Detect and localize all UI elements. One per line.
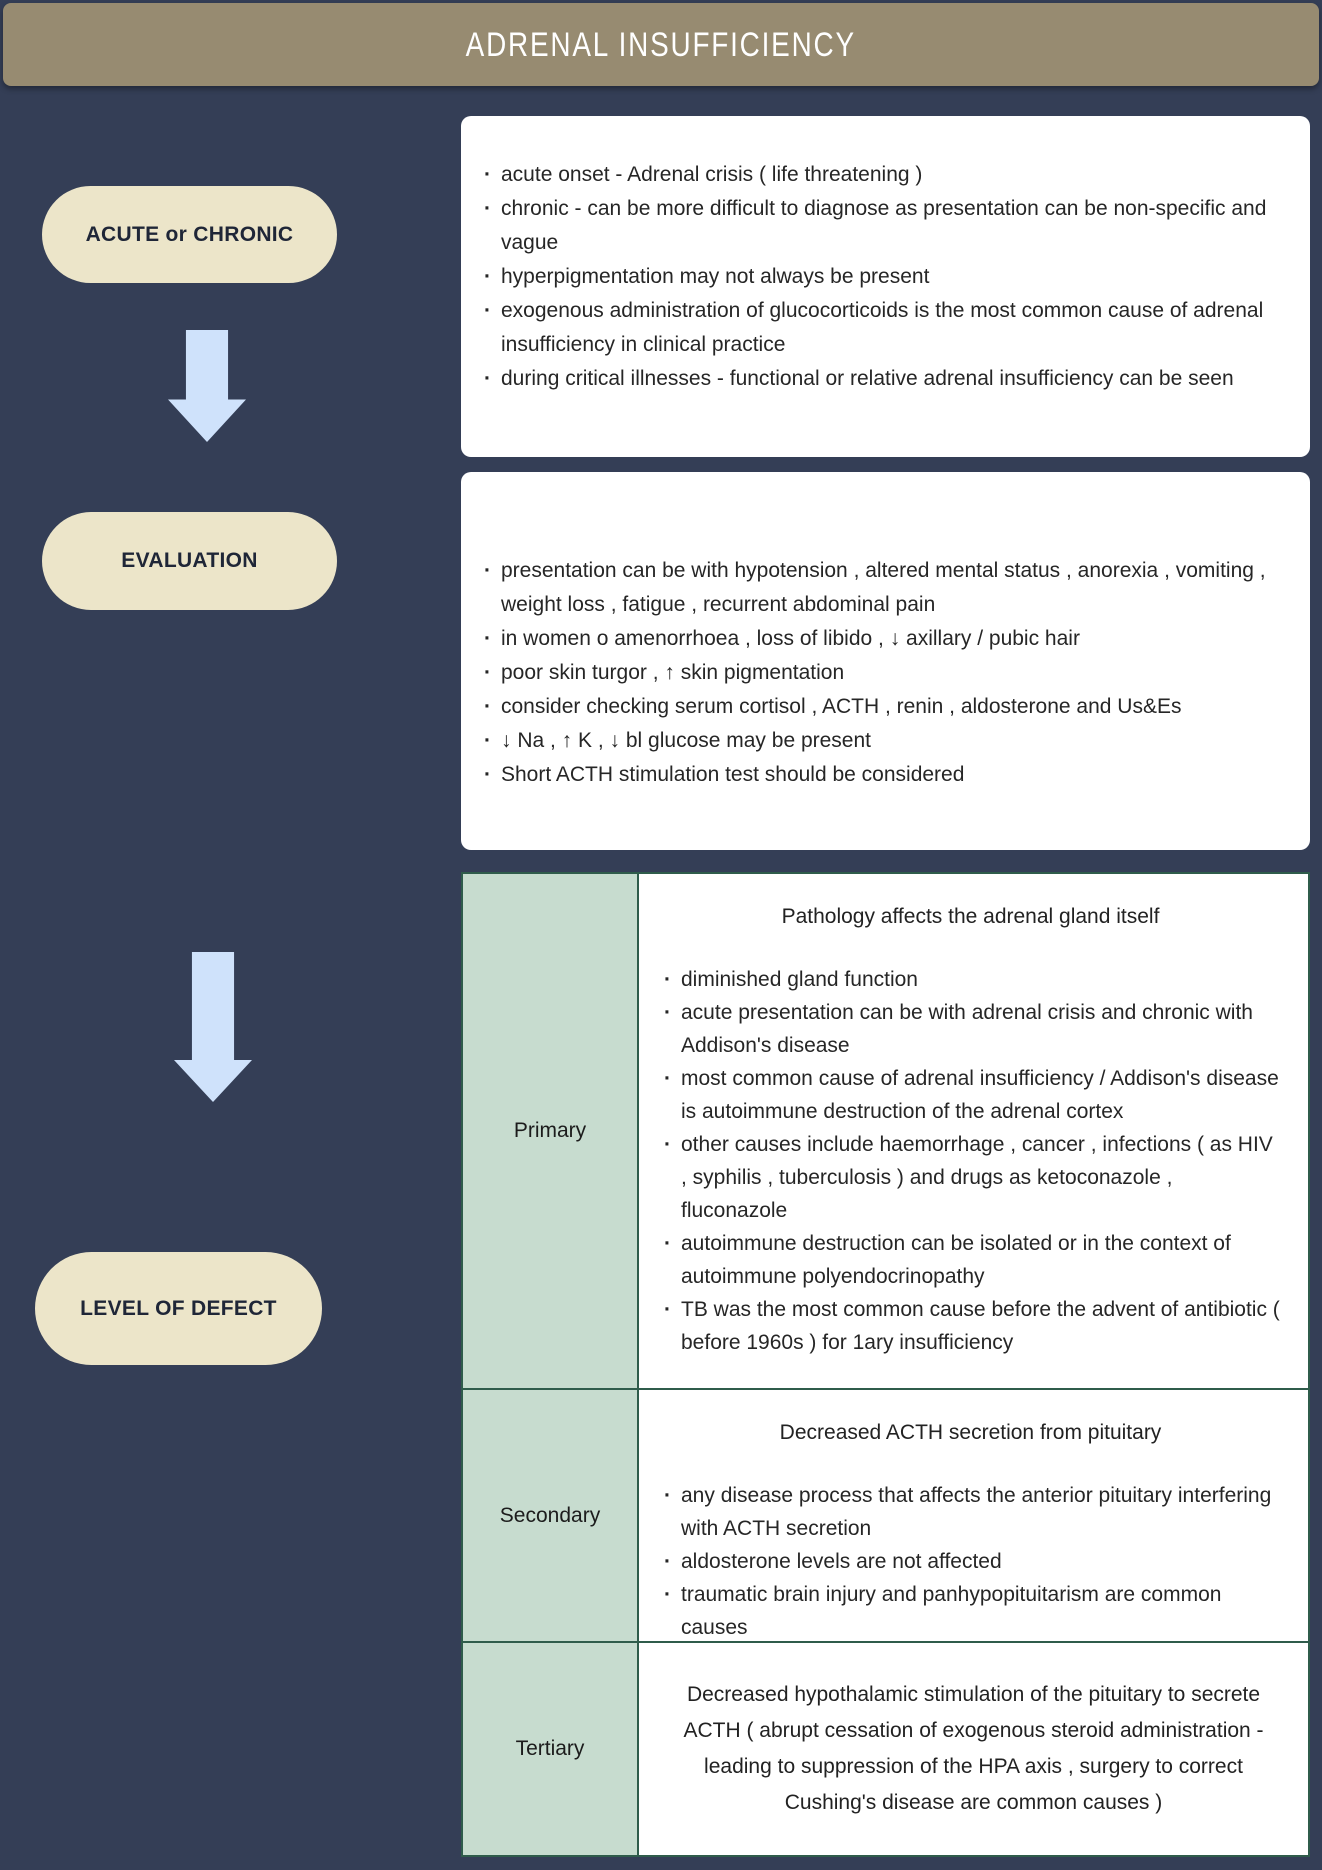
- table-row-tertiary: [463, 1643, 1308, 1855]
- down-arrow-icon: [174, 952, 252, 1102]
- bullet-item: · most common cause of adrenal insufficiency / Addison's disease is autoimmune destruction of the adrenal cortex: [657, 1062, 1284, 1128]
- row-label-primary: Primary: [463, 874, 639, 1388]
- stage-pill-label: LEVEL OF DEFECT: [80, 1296, 277, 1320]
- row-label-tertiary: Tertiary: [463, 1643, 639, 1855]
- stage-pill-acute-or-chronic: [42, 186, 337, 283]
- evaluation-bullet-list: [477, 554, 1280, 792]
- secondary-bullet-list: [657, 1479, 1284, 1644]
- bullet-item: · presentation can be with hypotension , altered mental status , anorexia , vomiting , weight loss , fatigue , recurrent abdominal pain: [477, 554, 1280, 622]
- bullet-item: · autoimmune destruction can be isolated or in the context of autoimmune polyendocrinopathy: [657, 1227, 1284, 1293]
- row-content-secondary: [639, 1390, 1308, 1641]
- row-content-primary: [639, 874, 1308, 1388]
- row-header-text: Decreased hypothalamic stimulation of the pituitary to secrete ACTH ( abrupt cessation of exogenous steroid administration -leading to suppression of the HPA axis , surgery to correct Cushing's disease are common causes ): [683, 1683, 1264, 1814]
- row-header-text: Decreased ACTH secretion from pituitary: [779, 1421, 1162, 1444]
- table-row-primary: [463, 874, 1308, 1390]
- bullet-item: · acute onset - Adrenal crisis ( life threatening ): [477, 158, 1280, 192]
- bullet-item: · Short ACTH stimulation test should be considered: [477, 758, 1280, 792]
- acute-chronic-bullet-list: [477, 158, 1280, 396]
- down-arrow-icon: [168, 330, 246, 442]
- level-of-defect-table: [461, 872, 1310, 1857]
- bullet-item: · during critical illnesses - functional or relative adrenal insufficiency can be seen: [477, 362, 1280, 396]
- evaluation-notes-card: [461, 472, 1310, 850]
- bullet-item: · diminished gland function: [657, 963, 1284, 996]
- bullet-item: · acute presentation can be with adrenal crisis and chronic with Addison's disease: [657, 996, 1284, 1062]
- bullet-item: · aldosterone levels are not affected: [657, 1545, 1284, 1578]
- bullet-item: · poor skin turgor , ↑ skin pigmentation: [477, 656, 1280, 690]
- page-title: ADRENAL INSUFFICIENCY: [465, 24, 857, 64]
- bullet-item: · in women o amenorrhoea , loss of libido , ↓ axillary / pubic hair: [477, 622, 1280, 656]
- bullet-item: · chronic - can be more difficult to diagnose as presentation can be non-specific and vague: [477, 192, 1280, 260]
- bullet-item: · any disease process that affects the anterior pituitary interfering with ACTH secretion: [657, 1479, 1284, 1545]
- primary-bullet-list: [657, 963, 1284, 1359]
- table-row-secondary: [463, 1390, 1308, 1643]
- row-content-tertiary: [639, 1643, 1308, 1855]
- bullet-item: · ↓ Na , ↑ K , ↓ bl glucose may be present: [477, 724, 1280, 758]
- bullet-item: · other causes include haemorrhage , cancer , infections ( as HIV , syphilis , tuberculosis ) and drugs as ketoconazole , fluconazole: [657, 1128, 1284, 1227]
- row-header-text: Pathology affects the adrenal gland itself: [781, 905, 1160, 928]
- stage-pill-level-of-defect: [35, 1252, 322, 1365]
- bullet-item: · consider checking serum cortisol , ACTH , renin , aldosterone and Us&Es: [477, 690, 1280, 724]
- stage-pill-label: ACUTE or CHRONIC: [85, 222, 294, 246]
- stage-pill-evaluation: [42, 512, 337, 610]
- stage-pill-label: EVALUATION: [121, 549, 258, 572]
- bullet-item: · TB was the most common cause before the advent of antibiotic ( before 1960s ) for 1ary insufficiency: [657, 1293, 1284, 1359]
- row-label-secondary: Secondary: [463, 1390, 639, 1641]
- bullet-item: · traumatic brain injury and panhypopituitarism are common causes: [657, 1578, 1284, 1644]
- acute-chronic-notes-card: [461, 116, 1310, 457]
- bullet-item: · exogenous administration of glucocorticoids is the most common cause of adrenal insufficiency in clinical practice: [477, 294, 1280, 362]
- title-bar: [3, 3, 1319, 86]
- bullet-item: · hyperpigmentation may not always be present: [477, 260, 1280, 294]
